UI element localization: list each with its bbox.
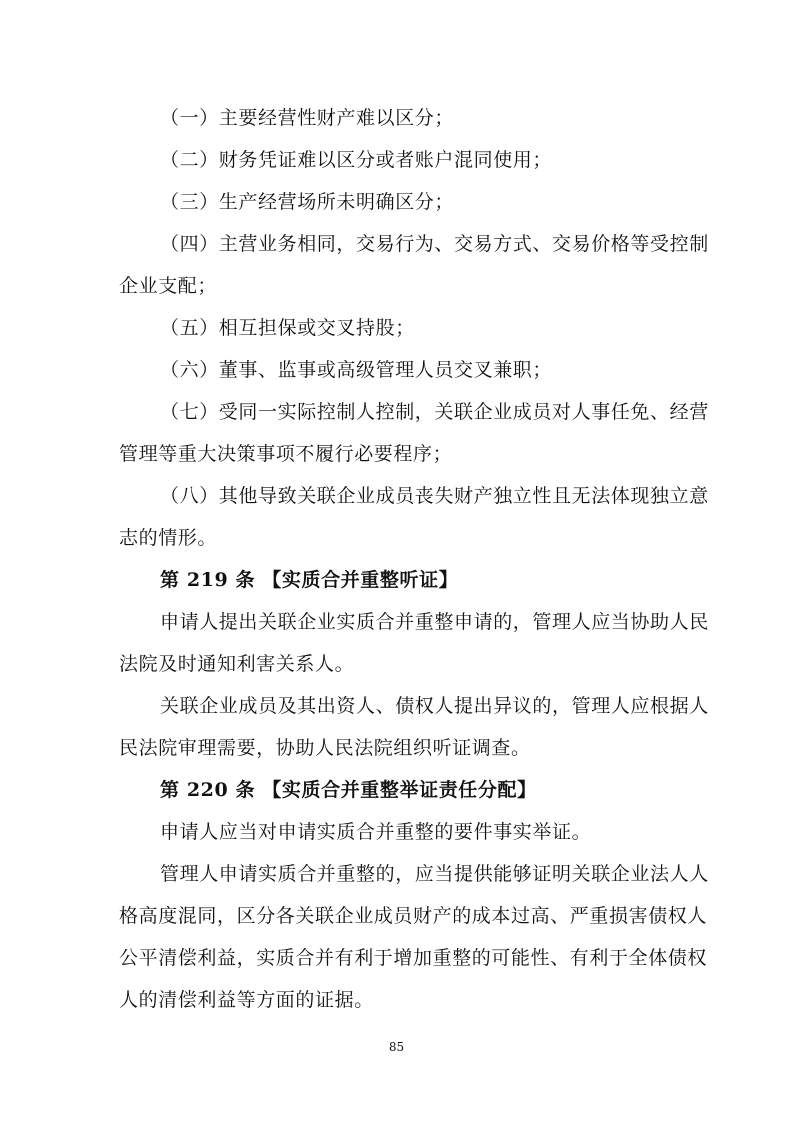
paragraph-line: 公平清偿利益，实质合并有利于增加重整的可能性、有利于全体债权: [119, 947, 708, 969]
list-item-8: （八）其他导致关联企业成员丧失财产独立性且无法体现独立意: [160, 485, 709, 507]
list-item-7: （七）受同一实际控制人控制，关联企业成员对人事任免、经营: [160, 401, 709, 423]
list-item-4: （四）主营业务相同，交易行为、交易方式、交易价格等受控制: [160, 233, 709, 255]
list-item-6: （六）董事、监事或高级管理人员交叉兼职；: [160, 359, 553, 381]
list-item-3: （三）生产经营场所未明确区分；: [160, 191, 455, 213]
list-item-7-continued: 管理等重大决策事项不履行必要程序；: [119, 443, 453, 465]
article-220-heading: 第 220 条 【实质合并重整举证责任分配】: [160, 779, 537, 801]
list-item-2: （二）财务凭证难以区分或者账户混同使用；: [160, 149, 553, 171]
paragraph-line: 格高度混同，区分各关联企业成员财产的成本过高、严重损害债权人: [119, 905, 708, 927]
paragraph-line: 关联企业成员及其出资人、债权人提出异议的，管理人应根据人: [160, 695, 709, 717]
paragraph-line: 申请人提出关联企业实质合并重整申请的，管理人应当协助人民: [160, 611, 709, 633]
list-item-1: （一）主要经营性财产难以区分；: [160, 107, 455, 129]
paragraph-line: 民法院审理需要，协助人民法院组织听证调查。: [119, 737, 531, 759]
paragraph-line: 申请人应当对申请实质合并重整的要件事实举证。: [160, 821, 592, 843]
list-item-8-continued: 志的情形。: [119, 527, 218, 549]
list-item-4-continued: 企业支配；: [119, 275, 218, 297]
page-number: 85: [388, 1040, 405, 1054]
article-219-heading: 第 219 条 【实质合并重整听证】: [160, 569, 459, 591]
paragraph-line: 人的清偿利益等方面的证据。: [119, 989, 374, 1011]
paragraph-line: 管理人申请实质合并重整的，应当提供能够证明关联企业法人人: [160, 863, 709, 885]
paragraph-line: 法院及时通知利害关系人。: [119, 653, 355, 675]
list-item-5: （五）相互担保或交叉持股；: [160, 317, 415, 339]
